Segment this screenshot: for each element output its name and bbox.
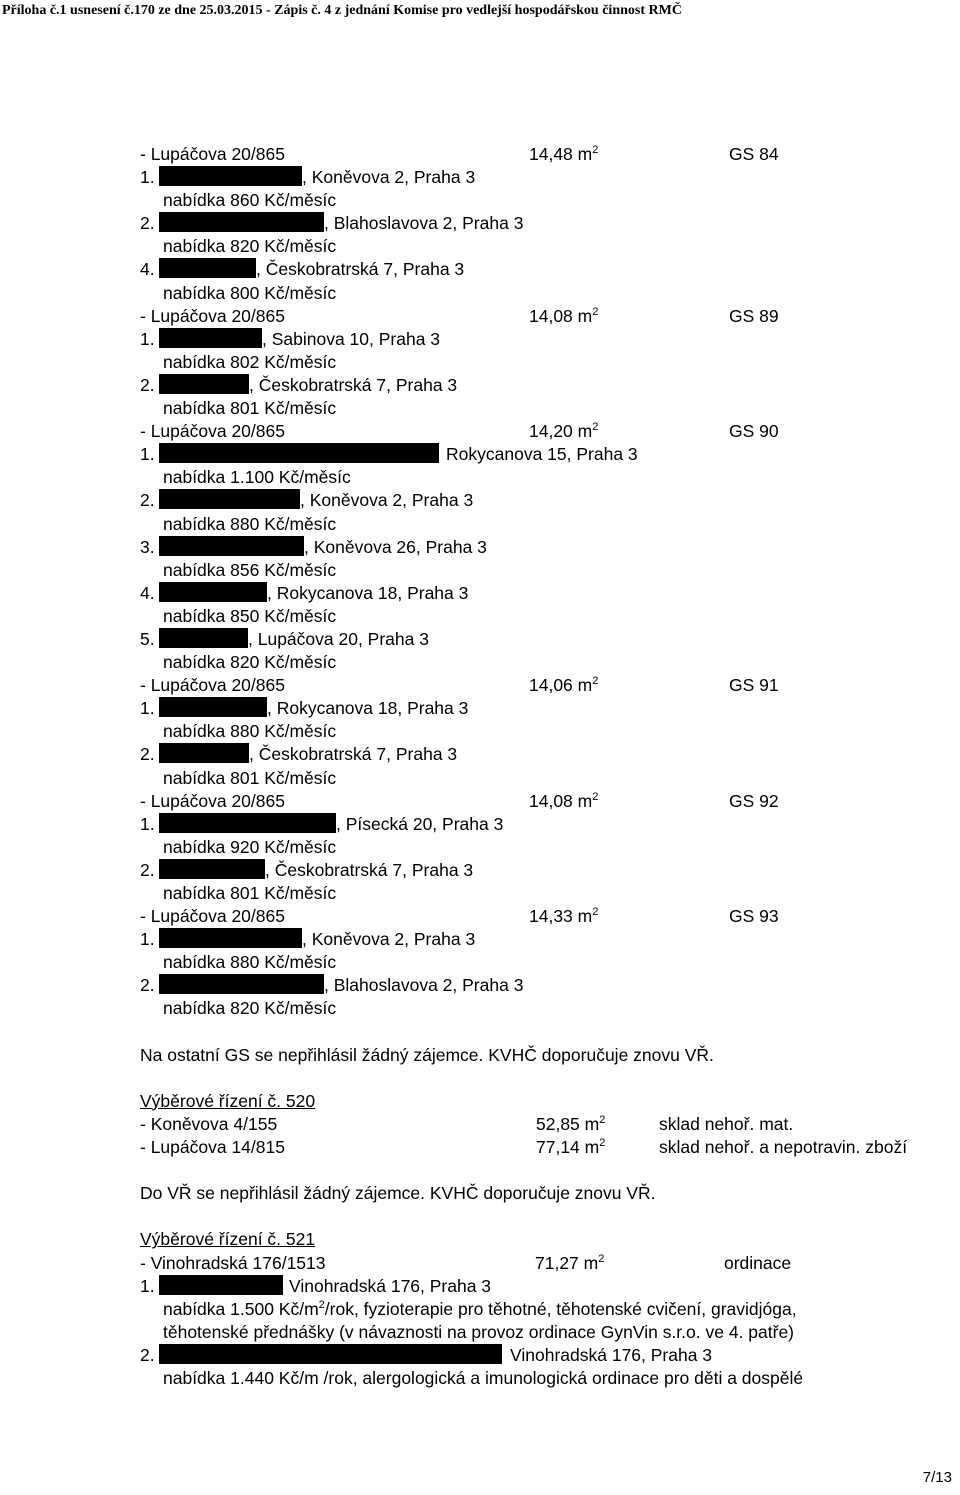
bid-offer: nabídka 1.100 Kč/měsíc — [163, 467, 351, 488]
bid-offer: nabídka 860 Kč/měsíc — [163, 190, 337, 211]
bid-address: , Českobratrská 7, Praha 3 — [249, 744, 458, 765]
unit-address: - Lupáčova 20/865 — [140, 790, 285, 811]
bid-offer: nabídka 880 Kč/měsíc — [163, 721, 337, 742]
bid-row — [140, 258, 955, 281]
bid-row — [140, 813, 955, 836]
offer-row — [140, 651, 955, 674]
bid-address: , Koněvova 2, Praha 3 — [300, 490, 474, 511]
note-row — [140, 1044, 955, 1067]
redacted-name — [159, 536, 304, 556]
offer-row — [140, 1367, 955, 1390]
bid-address: , Písecká 20, Praha 3 — [336, 813, 504, 834]
bid-offer: nabídka 920 Kč/měsíc — [163, 836, 337, 857]
tender-521-title: Výběrové řízení č. 521 — [140, 1229, 316, 1250]
unit-gs: GS 84 — [729, 144, 779, 164]
tender-heading-row — [140, 1090, 955, 1113]
bid-offer: nabídka 801 Kč/měsíc — [163, 883, 337, 903]
offer-row — [140, 559, 955, 582]
bid-address: , Českobratrská 7, Praha 3 — [249, 374, 458, 395]
bid-number: 2. — [140, 744, 155, 765]
unit-area: 14,20 $m^2$ — [529, 421, 599, 442]
unit-gs: GS 91 — [729, 675, 779, 696]
offer-row — [140, 1298, 955, 1321]
bid-address: Vinohradská 176, Praha 3 — [510, 1344, 713, 1365]
bid-row — [140, 1344, 955, 1367]
redacted-name — [159, 489, 300, 509]
bid-number: 3. — [140, 536, 155, 557]
bid-row — [140, 489, 955, 512]
unit-address: - Lupáčova 20/865 — [140, 675, 285, 696]
unit-gs: GS 92 — [729, 790, 779, 811]
redacted-name — [159, 443, 439, 463]
offer-row — [140, 466, 955, 489]
bid-address: , Blahoslavova 2, Praha 3 — [324, 975, 524, 996]
bid-address: , Koněvova 2, Praha 3 — [302, 167, 476, 188]
bid-row — [140, 166, 955, 189]
unit-row — [140, 420, 955, 443]
bid-address: Vinohradská 176, Praha 3 — [289, 1275, 492, 1296]
tender-item-use: sklad nehoř. mat. — [659, 1113, 794, 1134]
bid-number: 4. — [140, 582, 155, 603]
bid-number: 2. — [140, 859, 155, 880]
document-header: Příloha č.1 usnesení č.170 ze dne 25.03.2015 - Zápis č. 4 z jednání Komise pro vedlejší hospodářskou činnost RMČ — [2, 3, 682, 18]
tender-item-area: 71,27 $m^2$ — [535, 1252, 605, 1273]
offer-row — [140, 836, 955, 859]
tender-item-area: 52,85 $m^2$ — [536, 1113, 606, 1134]
bid-number: 2. — [140, 1344, 155, 1365]
offer-row — [140, 1321, 955, 1344]
redacted-name — [159, 928, 302, 948]
bid-number: 1. — [140, 698, 155, 719]
tender-item-row — [140, 1136, 955, 1159]
bid-address: , Českobratrská 7, Praha 3 — [265, 859, 474, 880]
unit-row — [140, 674, 955, 697]
unit-address: - Lupáčova 20/865 — [140, 144, 285, 164]
bid-offer: nabídka 801 Kč/měsíc — [163, 767, 337, 788]
bid-address: , Koněvova 2, Praha 3 — [302, 929, 476, 950]
unit-address: - Lupáčova 20/865 — [140, 906, 285, 927]
bid-offer: nabídka 801 Kč/měsíc — [163, 398, 337, 419]
redacted-name — [159, 258, 256, 278]
bid-row — [140, 212, 955, 235]
unit-row — [140, 305, 955, 328]
bid-offer: nabídka 880 Kč/měsíc — [163, 952, 337, 973]
unit-row — [140, 905, 955, 928]
bid-address: , Lupáčova 20, Praha 3 — [248, 628, 429, 649]
bid-row — [140, 1275, 955, 1298]
offer-row — [140, 882, 955, 905]
bid-address: , Rokycanova 18, Praha 3 — [267, 698, 469, 719]
tender-item-address: - Lupáčova 14/815 — [140, 1137, 285, 1158]
bid-row — [140, 328, 955, 351]
bid-row — [140, 628, 955, 651]
bid-number: 2. — [140, 975, 155, 996]
bid-row — [140, 974, 955, 997]
bid-row — [140, 374, 955, 397]
unit-row — [140, 143, 955, 166]
tender-520-title: Výběrové řízení č. 520 — [140, 1090, 316, 1111]
tender-item-use: sklad nehoř. a nepotravin. zboží — [659, 1137, 908, 1158]
offer-row — [140, 282, 955, 305]
bid-row — [140, 859, 955, 882]
bid-number: 1. — [140, 929, 155, 950]
note-row — [140, 1182, 955, 1205]
offer-row — [140, 951, 955, 974]
redacted-name — [159, 859, 265, 879]
redacted-name — [159, 697, 267, 717]
unit-area: 14,48 $m^2$ — [529, 144, 599, 164]
tender-heading-row — [140, 1228, 955, 1251]
redacted-name — [159, 328, 262, 348]
bid-number: 4. — [140, 259, 155, 280]
redacted-name — [159, 813, 336, 833]
unit-gs: GS 93 — [729, 906, 779, 927]
bid-number: 2. — [140, 213, 155, 234]
bid-offer: nabídka 820 Kč/měsíc — [163, 652, 337, 673]
redacted-name — [159, 1344, 502, 1364]
redacted-name — [159, 1275, 283, 1295]
bid-number: 1. — [140, 813, 155, 834]
bid-offer: nabídka 820 Kč/měsíc — [163, 236, 337, 257]
redacted-name — [159, 374, 249, 394]
offer-row — [140, 767, 955, 790]
offer-row — [140, 351, 955, 374]
bid-row — [140, 743, 955, 766]
bid-offer: nabídka 856 Kč/měsíc — [163, 559, 337, 580]
bid-number: 2. — [140, 490, 155, 511]
bid-number: 5. — [140, 628, 155, 649]
offer-row — [140, 397, 955, 420]
bid-address: , Blahoslavova 2, Praha 3 — [324, 213, 524, 234]
tender-item-row — [140, 1113, 955, 1136]
offer-row — [140, 997, 955, 1020]
bid-row — [140, 443, 955, 466]
tender-item-address: - Koněvova 4/155 — [140, 1113, 278, 1134]
offer-row — [140, 189, 955, 212]
unit-area: 14,08 $m^2$ — [529, 790, 599, 811]
offer-row — [140, 513, 955, 536]
unit-area: 14,08 $m^2$ — [529, 305, 599, 326]
redacted-name — [159, 166, 302, 186]
bid-offer: nabídka 802 Kč/měsíc — [163, 351, 337, 372]
unit-gs: GS 90 — [729, 421, 779, 442]
unit-area: 14,33 $m^2$ — [529, 906, 599, 927]
unit-area: 14,06 $m^2$ — [529, 675, 599, 696]
redacted-name — [159, 743, 249, 763]
bid-number: 1. — [140, 1275, 155, 1296]
unit-row — [140, 790, 955, 813]
bid-address: , Koněvova 26, Praha 3 — [304, 536, 487, 557]
unit-address: - Lupáčova 20/865 — [140, 305, 285, 326]
bid-number: 1. — [140, 328, 155, 349]
redacted-name — [159, 582, 267, 602]
redacted-name — [159, 212, 324, 232]
bid-offer: nabídka 850 Kč/měsíc — [163, 605, 337, 626]
bid-number: 2. — [140, 374, 155, 395]
unit-address: - Lupáčova 20/865 — [140, 421, 285, 442]
redacted-name — [159, 974, 324, 994]
redacted-name — [159, 628, 248, 648]
bid-offer: nabídka 1.440 Kč/m /rok, alergologická a imunologická ordinace pro děti a dospělé — [163, 1367, 804, 1388]
tender-item-area: 77,14 $m^2$ — [536, 1137, 606, 1158]
tender-item-address: - Vinohradská 176/1513 — [140, 1252, 326, 1273]
bid-offer: nabídka 800 Kč/měsíc — [163, 282, 337, 303]
bid-row — [140, 582, 955, 605]
offer-row — [140, 235, 955, 258]
document-body — [140, 143, 955, 1390]
offer-row — [140, 720, 955, 743]
bid-number: 1. — [140, 444, 155, 465]
bid-row — [140, 697, 955, 720]
bid-address: Rokycanova 15, Praha 3 — [446, 444, 638, 465]
tender-item-row — [140, 1252, 955, 1275]
committee-note: Na ostatní GS se nepřihlásil žádný zájemce. KVHČ doporučuje znovu VŘ. — [140, 1044, 714, 1065]
offer-row — [140, 605, 955, 628]
bid-offer-continued: těhotenské přednášky (v návaznosti na provoz ordinace GynVin s.r.o. ve 4. patře) — [163, 1321, 794, 1342]
bid-number: 1. — [140, 167, 155, 188]
bid-address: , Rokycanova 18, Praha 3 — [267, 582, 469, 603]
bid-offer: nabídka 820 Kč/měsíc — [163, 998, 337, 1019]
tender-520-note: Do VŘ se nepřihlásil žádný zájemce. KVHČ doporučuje znovu VŘ. — [140, 1183, 656, 1204]
bid-address: , Sabinova 10, Praha 3 — [262, 328, 441, 349]
bid-row — [140, 536, 955, 559]
page-number: 7/13 — [922, 1469, 952, 1486]
bid-address: , Českobratrská 7, Praha 3 — [256, 259, 465, 280]
bid-row — [140, 928, 955, 951]
tender-item-use: ordinace — [724, 1252, 792, 1273]
unit-gs: GS 89 — [729, 305, 779, 326]
bid-offer: nabídka 1.500 $Kč/m^2$/rok, fyzioterapie pro těhotné, těhotenské cvičení, gravidjóga, — [163, 1298, 797, 1319]
bid-offer: nabídka 880 Kč/měsíc — [163, 513, 337, 534]
